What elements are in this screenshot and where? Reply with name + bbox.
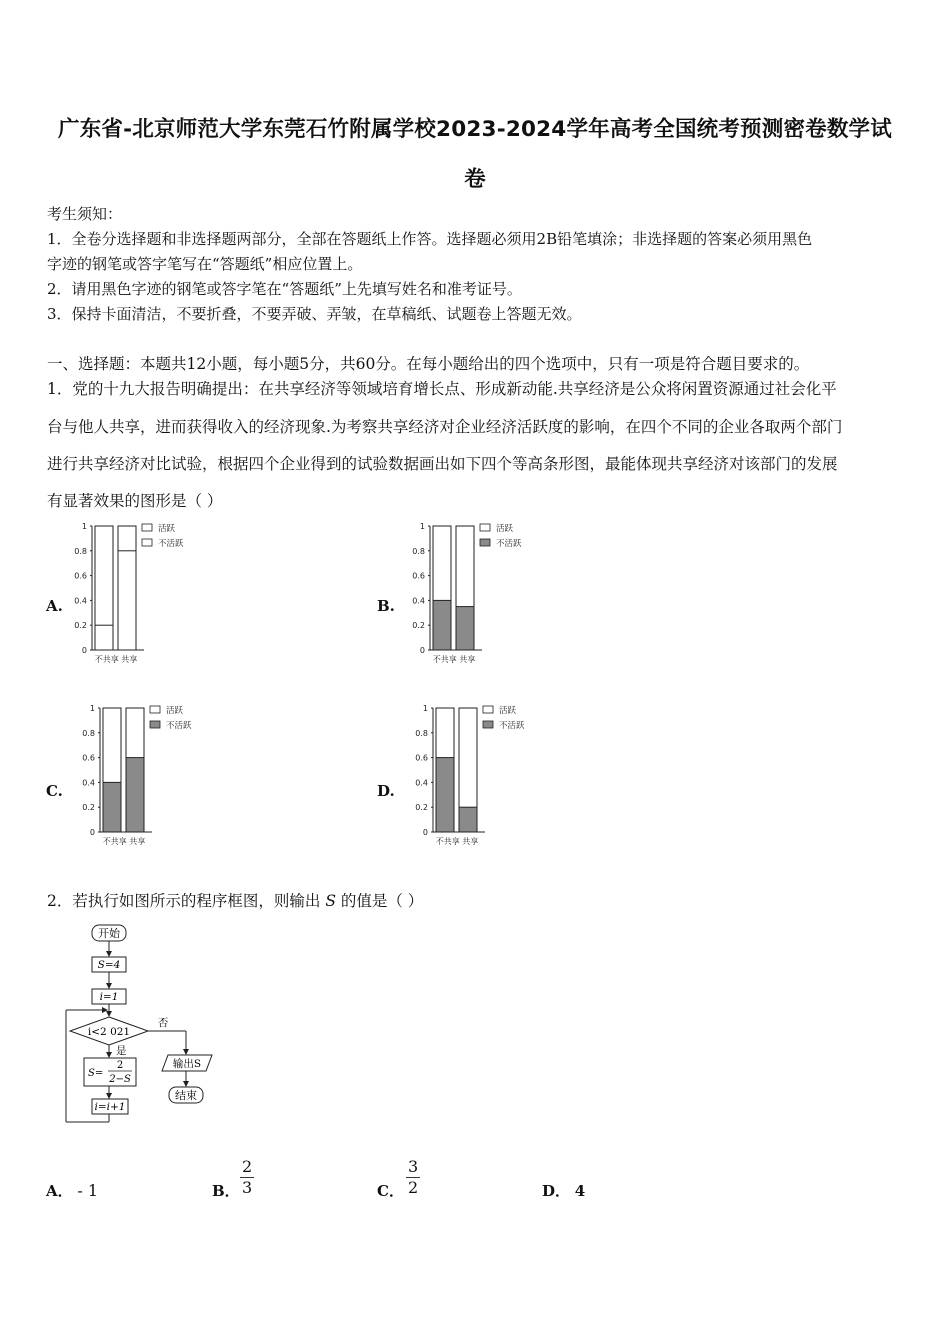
- option-a-label[interactable]: A.: [46, 597, 63, 615]
- y-tick-label: 1: [422, 704, 428, 713]
- y-tick-label: 1: [81, 522, 87, 531]
- bar-inactive-0: [103, 782, 121, 832]
- y-tick-label: 0.2: [415, 803, 428, 813]
- q2-answer-c-label-wrap[interactable]: [377, 1180, 404, 1201]
- y-tick-label: 1: [89, 704, 95, 713]
- legend-swatch-1: [483, 721, 493, 728]
- flow-end: 结束: [175, 1089, 197, 1102]
- y-tick-label: 0.6: [415, 753, 428, 763]
- y-tick-label: 0.8: [82, 728, 95, 738]
- q2-answer-a[interactable]: [46, 1180, 98, 1201]
- program-flowchart: [60, 920, 260, 1130]
- option-c-chart: [80, 700, 220, 856]
- y-tick-label: 0.2: [82, 803, 95, 813]
- q2-answer-a-value: - 1: [77, 1181, 99, 1200]
- y-tick-label: 0.2: [412, 621, 425, 631]
- notice-item-3: 3．保持卡面清洁，不要折叠，不要弄破、弄皱，在草稿纸、试题卷上答题无效。: [47, 305, 582, 323]
- q2-answer-a-label: A．: [46, 1182, 73, 1200]
- flow-condition: i<2 021: [87, 1026, 131, 1038]
- q2-stem: [47, 889, 423, 911]
- option-b-label[interactable]: B.: [377, 597, 395, 615]
- y-tick-label: 0.6: [74, 571, 87, 581]
- option-a-chart: [72, 518, 212, 670]
- flow-start: 开始: [98, 927, 120, 940]
- y-tick-label: 0.4: [74, 596, 87, 606]
- notice-item-1-continued: 字迹的钢笔或答字笔写在“答题纸”相应位置上。: [47, 255, 363, 273]
- flow-assign-den: 2−S: [109, 1074, 131, 1085]
- flow-incr: i=i+1: [94, 1101, 126, 1113]
- legend-label-0: 活跃: [496, 524, 514, 534]
- q2-answer-b-denominator: 3: [242, 1178, 253, 1197]
- q2-answer-d-value: 4: [574, 1182, 586, 1200]
- y-tick-label: 0.6: [412, 571, 425, 581]
- y-tick-label: 0: [81, 646, 87, 655]
- x-category-labels: 不共享 共享: [94, 655, 138, 664]
- legend-swatch-0: [150, 706, 160, 713]
- legend-label-1: 不活跃: [499, 721, 525, 731]
- y-tick-label: 0.4: [412, 596, 425, 606]
- option-d-chart: [413, 700, 553, 856]
- y-tick-label: 0.4: [415, 778, 428, 788]
- bar-inactive-1: [118, 551, 136, 650]
- legend-swatch-0: [480, 524, 490, 531]
- q2-answer-c-fraction[interactable]: [406, 1157, 420, 1198]
- y-tick-label: 0.6: [82, 753, 95, 763]
- y-tick-label: 0: [89, 828, 95, 837]
- q2-answer-c-numerator: 3: [408, 1157, 419, 1176]
- y-tick-label: 0.8: [415, 728, 428, 738]
- q2-answer-d[interactable]: [542, 1180, 585, 1201]
- option-c-label[interactable]: C.: [46, 782, 63, 800]
- q2-answer-b-numerator: 2: [242, 1157, 253, 1176]
- x-category-labels: 不共享 共享: [102, 837, 146, 846]
- notice-item-2: 2．请用黑色字迹的钢笔或答字笔在“答题纸”上先填写姓名和准考证号。: [47, 280, 522, 298]
- page-title-continued: 卷: [464, 167, 486, 192]
- flow-output: 输出S: [172, 1058, 202, 1070]
- legend-label-1: 不活跃: [166, 721, 192, 731]
- bar-inactive-1: [459, 807, 477, 832]
- bar-inactive-1: [456, 607, 474, 650]
- y-tick-label: 0: [422, 828, 428, 837]
- flow-init-i: i=1: [99, 991, 119, 1003]
- legend-swatch-1: [150, 721, 160, 728]
- q2-answer-b-fraction[interactable]: [240, 1157, 254, 1198]
- y-tick-label: 0.4: [82, 778, 95, 788]
- flow-init-s: S=4: [97, 959, 121, 971]
- x-category-labels: 不共享 共享: [432, 655, 476, 664]
- legend-swatch-1: [142, 539, 152, 546]
- q1-line-1: 1．党的十九大报告明确提出：在共享经济等领域培育增长点、形成新动能.共享经济是公众将闲置资源通过社会化平: [47, 380, 837, 398]
- notice-item-1: 1．全卷分选择题和非选择题两部分，全部在答题纸上作答。选择题必须用2B铅笔填涂；非选择题的答案必须用黑色: [47, 230, 813, 248]
- q2-answer-d-label: D．: [542, 1182, 571, 1200]
- q2-variable: S: [325, 892, 336, 910]
- legend-label-1: 不活跃: [158, 539, 184, 549]
- bar-inactive-0: [433, 600, 451, 650]
- legend-label-0: 活跃: [166, 706, 184, 716]
- legend-swatch-0: [483, 706, 493, 713]
- legend-label-0: 活跃: [499, 706, 517, 716]
- x-category-labels: 不共享 共享: [435, 837, 479, 846]
- q2-stem-end: 的值是（ ）: [340, 892, 424, 910]
- q2-answer-c-denominator: 2: [408, 1178, 419, 1197]
- q1-line-4: 有显著效果的图形是（ ）: [47, 492, 223, 510]
- flow-no-label: 否: [157, 1017, 169, 1029]
- q2-stem-text: 2．若执行如图所示的程序框图，则输出: [47, 892, 321, 910]
- y-tick-label: 0.2: [74, 621, 87, 631]
- y-tick-label: 0.8: [74, 546, 87, 556]
- q2-answer-b-label-wrap[interactable]: [212, 1180, 240, 1201]
- legend-label-1: 不活跃: [496, 539, 522, 549]
- option-b-chart: [410, 518, 550, 670]
- flow-assign-num: 2: [116, 1060, 124, 1071]
- flow-yes-label: 是: [116, 1045, 127, 1057]
- y-tick-label: 1: [419, 522, 425, 531]
- bar-inactive-1: [126, 758, 144, 832]
- legend-swatch-0: [142, 524, 152, 531]
- bar-inactive-0: [436, 758, 454, 832]
- section-heading: 一、选择题：本题共12小题，每小题5分，共60分。在每小题给出的四个选项中，只有一项是符合题目要求的。: [47, 355, 810, 373]
- notice-heading: 考生须知：: [47, 205, 123, 223]
- q1-line-2: 台与他人共享，进而获得收入的经济现象.为考察共享经济对企业经济活跃度的影响，在四个不同的企业各取两个部门: [47, 418, 843, 436]
- q2-answer-b-label: B．: [212, 1182, 240, 1200]
- legend-swatch-1: [480, 539, 490, 546]
- q2-answer-c-label: C．: [377, 1182, 404, 1200]
- y-tick-label: 0.8: [412, 546, 425, 556]
- y-tick-label: 0: [419, 646, 425, 655]
- flow-assign-lhs: S=: [88, 1068, 104, 1079]
- page-title: 广东省-北京师范大学东莞石竹附属学校2023-2024学年高考全国统考预测密卷数学试: [58, 117, 892, 142]
- legend-label-0: 活跃: [158, 524, 176, 534]
- bar-inactive-0: [95, 625, 113, 650]
- option-d-label[interactable]: D.: [377, 782, 395, 800]
- q1-line-3: 进行共享经济对比试验，根据四个企业得到的试验数据画出如下四个等高条形图，最能体现共享经济对该部门的发展: [47, 455, 838, 473]
